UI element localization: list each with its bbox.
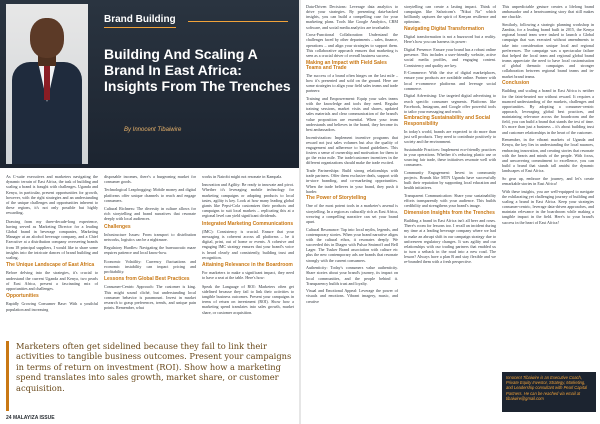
body-paragraph: Digital Advertising: Use targeted digital advertising to reach specific consumer segments. Platforms like Facebook, Instagram, and Google offer powerful tools to tailor your messaging and reach. [404,93,496,114]
body-paragraph: The success of a brand often hinges on the last mile – how it's presented and sold on the ground. Here are some strategies to align your field sales teams and trade partners: [306,72,398,94]
body-paragraph: Technological Leapfrogging: Mobile money and digital platforms offer unique channels to reach and engage consumers. [104,187,196,203]
body-paragraph: Infrastructure Issues: From transport to distribution networks, logistics can be a nightmare. [104,231,196,243]
body-paragraph: Regulatory Hurdles: Navigating the bureaucratic maze requires patience and local know-how. [104,245,196,256]
section-heading: Embracing Sustainability and Social Responsibility [404,115,491,127]
body-paragraph: Drawing from my three-decade-long experience, having served as Marketing Director for a leading Global brand in beverage companies, Marketing Manager at an alcohol beverage company, and a Chief Executive at a distribution company overseeing brands from 18 principal suppliers, I would like to share some insights into the intricate dances of brand building and scaling. [6,218,98,261]
body-paragraph: One of the most potent tools in a marketer's arsenal is storytelling. In a region as culturally rich as East Africa, weaving a compelling narrative can set your brand apart. [306,203,398,224]
body-paragraph: disposable incomes, there's a burgeoning market for consumer goods. [104,174,196,185]
section-tag: Brand Building [104,14,176,28]
body-paragraph: Remember, in the vibrant markets of Uganda and Kenya, the key lies in understanding the local nuances, embracing innovation, and creating stories that resonate with the hearts and minds of the people. With focus, and unwavering commitment to excellence, you can build a brand that stands tall amidst the dynamic landscapes of East Africa. [502,137,594,174]
author-bio-box [502,372,596,412]
section-heading: Navigating Digital Transformation [404,26,485,33]
pull-quote [6,341,294,413]
body-paragraph: In today's world, brands are expected to do more than just sell products. They need to contribute positively to society and the environment. [404,128,496,145]
right-column-1 [306,4,398,306]
body-paragraph: Training and Empowerment: Equip your sales teams with the knowledge and tools they need. Regular training sessions, market visits and shares, updated sales materials and clear communication of the brand's value proposition are essential. When your team understands and believes in the brand, they become its best ambassadors. [306,96,398,132]
section-heading: Conclusion [502,80,530,87]
body-paragraph: storytelling can create a lasting impact. Think of campaigns like Safaricom's "Nikui Na" which brilliantly captures the spirit of Kenyan resilience and optimism. [404,4,496,25]
body-paragraph: Data-Driven Decisions: Leverage data analytics to drive your strategies. By presenting data-backed insights, you can build a compelling case for your marketing plans. Tools like Google Analytics, CRM software, and social media analytics are invaluable. [306,4,398,30]
section-heading: Lessons from Global Best Practices [104,276,190,283]
left-column-2 [104,174,196,313]
body-paragraph: So gear up, embrace the journey, and let's create remarkable stories in East Africa! [502,175,594,186]
author-head [30,18,64,58]
body-paragraph: works in Nairobi might not resonate in Kampala. [202,174,283,179]
article-title: Building And Scaling A Brand In East Africa: Insights From The Trenches [104,46,291,94]
body-paragraph: Speak the Language of ROI: Marketers often get sidelined because they fail to link their activities to tangible business outcomes. Present your campaigns in terms of return on investment (ROI). Show how a marketing spend translates into sales growth, market share, or customer acquisition. [202,283,294,315]
section-heading: Integrated Marketing Communications [202,220,294,227]
section-heading: The Power of Storytelling [306,195,367,202]
pull-quote-rule [6,341,9,411]
body-paragraph: Digital transformation is not a buzzword but a reality. Here's how you can harness its power: [404,34,496,45]
section-heading: Making an Impact with Field Sales Teams and Trade [306,59,387,71]
section-heading: Opportunities [6,293,39,300]
body-paragraph: Cross-Functional Collaboration: Understand the challenges faced by other departments – sales, finance, operations – and align your strategies to support them. This collaborative approach ensures that marketing is seen as a crucial driver of overall business success. [306,32,398,58]
body-paragraph: This unpredictable gesture creates a lifelong brand ambassador and a heartwarming story that still makes me chuckle. [502,4,594,20]
body-paragraph: Building a brand in East Africa isn't all beer and roses. There's room for lessons too. I recall an incident during my time at a leading beverage company where we had to make an abrupt shift in our campaign strategy due to unforeseen regulatory changes. It was agility and our relationships with our trading partners that enabled us to turn a setback in the road into a new road. The lesson? Always have a plan B and stay flexible and we re-branded them with a fresh perspective. [404,218,496,265]
body-paragraph: E-Commerce: With the rise of digital marketplaces, ensure your products are available online. Partner with local e-commerce platforms and leverage social commerce. [404,70,496,91]
body-paragraph: Before delving into the strategies, it's crucial to understand the current Uganda and Kenya, two pearls of East Africa, present a fascinating mix of opportunities and challenges. [6,270,98,292]
right-page-columns [306,4,594,408]
body-paragraph: Economic Volatility: Currency fluctuations and economic instability can impact pricing and profitability. [104,258,196,275]
body-paragraph: Cultural Richness: The diversity in culture allows for rich storytelling and brand narratives that resonate deeply with local audiences. [104,206,196,222]
body-paragraph: With these insights, you are well-equipped to navigate the exhilarating yet challenging journey of building and scaling a brand in East Africa. Keep your strategies consumer-centric, leverage data-driven approaches, and maintain relevance in the boardroom while making a tangible impact in the field. Here's to your brand's success in the heart of East Africa! [502,188,594,225]
pull-quote-text: Marketers often get sidelined because they fail to link their activities to tangible business outcomes. Present your campaigns in terms of return on investment (ROI). Show how a marketing spend translates into sales growth, market share, or customer acquisition. [16,341,292,393]
body-paragraph: Digital Presence: Ensure your brand has a robust online presence. This includes a user-friendly website, active social media profiles, and engaging content. Consistency and quality are key. [404,47,496,68]
body-paragraph: As C-suite executives and marketers navigating the dynamic terrain of East Africa, the task of building and scaling a brand is fraught with challenges. Uganda and Kenya, in particular, present opportunities for growth, however, with the right strategies and an understanding of the unique challenges and opportunities inherent to these regions, it's not only possible but highly rewarding. [6,174,98,216]
author-photo [6,4,88,164]
left-page-columns [6,174,294,340]
body-paragraph: Consumer-Centric Approach: The customer is king. This might sound cliché, but understanding local consumer behavior is paramount. Invest in market research to grasp preferences, trends, and unique pain points. Remember, what [104,284,196,311]
section-heading: The Unique Landscape of East Africa [6,262,95,269]
article-byline: By Innocent Tibaiwire [124,127,182,133]
body-paragraph: Cultural Resonance: Tap into local myths, legends, and contemporary stories. When your brand narrative aligns with the cultural ethos, it resonates deeply. We succeeded this in Diageo with Pulsar Smirnoff and Bell Lager. The Tusker Brand association with culture etc plus the new contemporary ads are brands that resonate strongly with the current consumers. [306,226,398,263]
left-column-1 [6,174,98,315]
right-column-2 [404,4,496,267]
author-tie [44,66,50,100]
section-heading: Attaining Relevance in the Boardroom [202,262,293,269]
page-folio: 24 MALAYIZA ISSUE [6,415,55,421]
left-column-3 [202,174,294,318]
right-column-3 [502,4,594,227]
page-gutter [299,0,301,424]
body-paragraph: Innovation and Agility: Be ready to innovate and pivot. Whether it's leveraging mobile technology for marketing campaigns or adapting products to local tastes, agility is key. Look at how many leading global giants like Pepsi-Cola customizes their products and campaigns to suit local markets – replicating this at a regional level can yield significant dividends. [202,182,294,219]
body-paragraph: Visual and Emotional Appeal: Leverage the power of visuals and emotions. Vibrant imagery, music, and creative [306,288,398,304]
body-paragraph: Similarly, following a strategic planning workshop in Zambia, for a leading brand built in 2015, the Kenya regional brand team were tasked to launch a Global campaign that was executed without amendments to take into consideration unique local and regional preferences. The campaign was a spectacular failure that helped the local team and regional global brand teams appreciate the need to have local customisation of global thematic campaigns and stronger collaboration between regional brand teams and in-market brand teams. [502,21,594,79]
section-heading: Dimension Insights from the Trenches [404,209,495,216]
body-paragraph: Trade Partnerships: Build strong relationships with trade partners. Offer them exclusive deals, support with in-store branding, and co-marketing opportunities. When the trade believes in your brand, they push it harder. [306,168,398,194]
section-heading: Challenges [104,223,131,230]
body-paragraph: Rapidly Growing Consumer Base: With a youthful population and increasing [6,301,98,312]
body-paragraph: Sustainable Practices: Implement eco-friendly practices in your operations. Whether it's reducing plastic use or sourcing fair trade, these initiatives resonate well with consumers. [404,146,496,168]
body-paragraph: (IMC): Consistency is crucial. Ensure that your messaging is coherent across all platforms – be it digital, print, out of home or events. A cohesive and engaging IMC strategy ensures that your brand's voice is heard clearly and consistently, building trust and recognition. [202,228,294,260]
body-paragraph: Community Engagement: Invest in community projects. Brands like MTN Uganda have successfully built their reputation by supporting local education and health initiatives. [404,169,496,191]
body-paragraph: Building and scaling a brand in East Africa is neither for the faint-hearted nor without reward. It requires a nuanced understanding of the markets, challenges and opportunities. By adopting a consumer-centric approach, leveraging global best practices, and maintaining relevance across the boardroom and the field, you can build a brand that stands the test of time. It's more than just a business – it's about building trust and customer relationships in the heart of the customer. [502,88,594,135]
body-paragraph: Transparent Communication: Share your sustainability efforts transparently with your audience. This builds credibility and strengthens your brand's image. [404,193,496,209]
body-paragraph: Incentivization: Implement incentive programs that reward not just sales volumes but also the quality of engagement and adherence to brand guidelines. This fosters a sense of ownership and motivation for them to go the extra mile. The trade/customer incentives in the different organizations should make the trade excited. [306,134,398,166]
body-paragraph: Authenticity: Today's consumers value authenticity. Share stories about your brand's journey, its impact on local communities, and the people behind it. Transparency builds trust and loyalty. [306,265,398,286]
body-paragraph: For marketers to make a significant impact, they need to have a seat at the table. Here's how: [202,270,294,281]
section-tag-rule [188,21,288,22]
author-bio-text: Innocent Tibaiwire is an Executive Coach, Private Equity Investor, Strategy, Marketing, and Leadership consultant with Pearl Capital Partners. He can be reached via email at tibaiwire@gmail.com [506,375,588,401]
article-header-banner [0,0,299,168]
